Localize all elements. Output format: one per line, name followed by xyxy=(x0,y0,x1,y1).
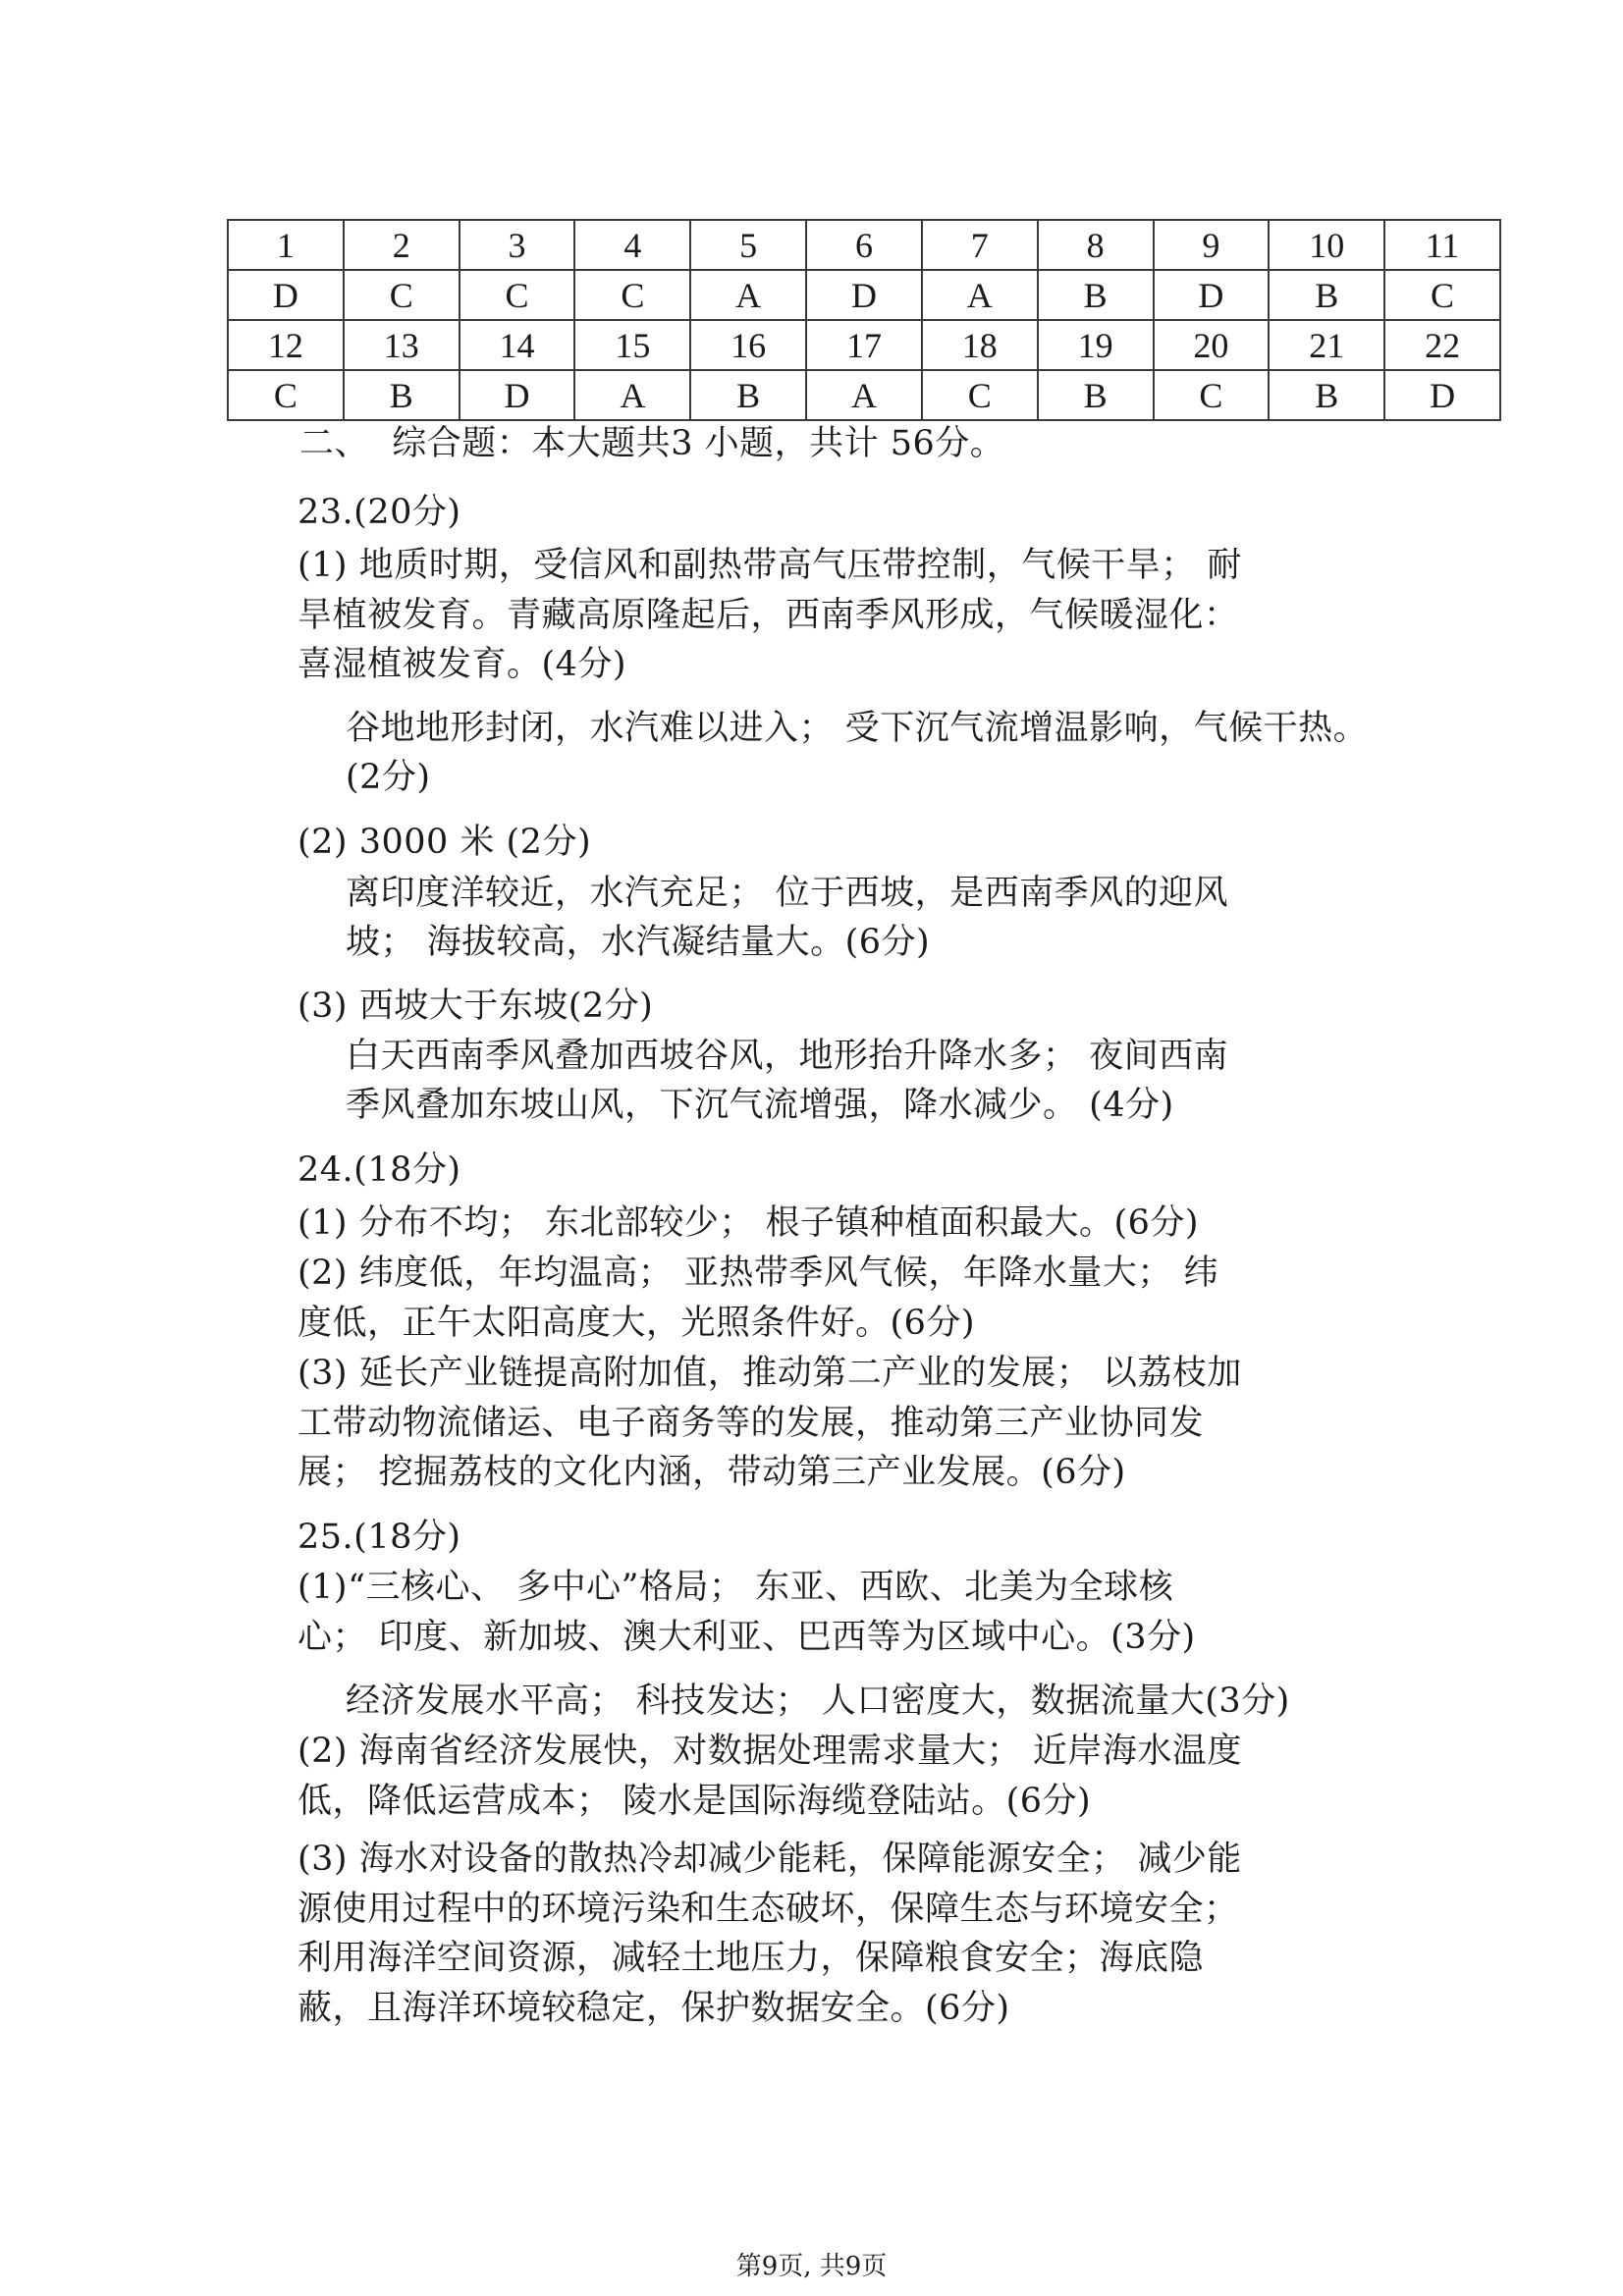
line: (1)“三核心、 多中心”格局； 东亚、西欧、北美为全球核 xyxy=(298,1568,1174,1607)
table-cell: 1 xyxy=(228,220,344,270)
line: (2) 3000 米 (2分) xyxy=(298,823,592,862)
table-cell: 14 xyxy=(460,320,575,370)
table-cell: 15 xyxy=(574,320,690,370)
line: 工带动物流储运、电子商务等的发展，推动第三产业协同发 xyxy=(298,1404,1205,1443)
line: 低，降低运营成本； 陵水是国际海缆登陆站。(6分) xyxy=(298,1782,1092,1821)
line: 利用海洋空间资源，减轻土地压力，保障粮食安全；海底隐 xyxy=(298,1939,1205,1978)
line: (3) 延长产业链提高附加值，推动第二产业的发展； 以荔枝加 xyxy=(298,1354,1242,1393)
table-cell: 2 xyxy=(344,220,460,270)
table-cell: 22 xyxy=(1384,320,1500,370)
line: 季风叠加东坡山风，下沉气流增强，降水减少。 (4分) xyxy=(346,1086,1174,1125)
table-cell: 6 xyxy=(806,220,922,270)
table-row xyxy=(228,270,1500,320)
line: 旱植被发育。青藏高原隆起后，西南季风形成，气候暖湿化： xyxy=(298,596,1239,635)
table-row xyxy=(228,320,1500,370)
table-cell: B xyxy=(1269,270,1384,320)
table-cell: D xyxy=(460,370,575,420)
table-cell: D xyxy=(806,270,922,320)
table-cell: 9 xyxy=(1154,220,1270,270)
table-cell: B xyxy=(1038,270,1154,320)
table-cell: D xyxy=(228,270,344,320)
table-cell: A xyxy=(922,270,1038,320)
line: 离印度洋较近，水汽充足； 位于西坡，是西南季风的迎风 xyxy=(346,874,1229,913)
line: 喜湿植被发育。(4分) xyxy=(298,645,627,684)
table-cell: 16 xyxy=(690,320,806,370)
line: (2) 海南省经济发展快，对数据处理需求量大； 近岸海水温度 xyxy=(298,1732,1242,1771)
table-cell: C xyxy=(228,370,344,420)
table-cell: A xyxy=(690,270,806,320)
line: 谷地地形封闭，水汽难以进入； 受下沉气流增温影响，气候干热。 xyxy=(346,709,1369,748)
line: (1) 地质时期，受信风和副热带高气压带控制，气候干旱； 耐 xyxy=(298,546,1242,585)
line: (3) 海水对设备的散热冷却减少能耗，保障能源安全； 减少能 xyxy=(298,1840,1242,1879)
table-cell: B xyxy=(1269,370,1384,420)
table-cell: 8 xyxy=(1038,220,1154,270)
line: 25.(18分) xyxy=(298,1518,461,1557)
table-cell: D xyxy=(1384,370,1500,420)
table-cell: 7 xyxy=(922,220,1038,270)
line: 白天西南季风叠加西坡谷风，地形抬升降水多； 夜间西南 xyxy=(346,1037,1229,1076)
table-cell: C xyxy=(460,270,575,320)
line: (3) 西坡大于东坡(2分) xyxy=(298,987,654,1026)
table-cell: 19 xyxy=(1038,320,1154,370)
line: 展； 挖掘荔枝的文化内涵，带动第三产业发展。(6分) xyxy=(298,1453,1126,1492)
line: (2) 纬度低，年均温高； 亚热带季风气候，年降水量大； 纬 xyxy=(298,1254,1218,1293)
line: 24.(18分) xyxy=(298,1150,461,1190)
line: 坡； 海拔较高，水汽凝结量大。(6分) xyxy=(346,923,931,962)
table-cell: B xyxy=(344,370,460,420)
table-cell: C xyxy=(1154,370,1270,420)
line: 蔽，且海洋环境较稳定，保护数据安全。(6分) xyxy=(298,1989,1010,2028)
line: (1) 分布不均； 东北部较少； 根子镇种植面积最大。(6分) xyxy=(298,1203,1200,1243)
table-cell: C xyxy=(1384,270,1500,320)
table-cell: 21 xyxy=(1269,320,1384,370)
table-cell: 18 xyxy=(922,320,1038,370)
table-cell: 17 xyxy=(806,320,922,370)
line: 经济发展水平高； 科技发达； 人口密度大，数据流量大(3分) xyxy=(346,1682,1290,1721)
table-row xyxy=(228,220,1500,270)
line: 心； 印度、新加坡、澳大利亚、巴西等为区域中心。(3分) xyxy=(298,1618,1196,1657)
line: 度低，正午太阳高度大，光照条件好。(6分) xyxy=(298,1304,976,1343)
table-cell: 13 xyxy=(344,320,460,370)
table-row xyxy=(228,370,1500,420)
table-cell: A xyxy=(574,370,690,420)
table-cell: B xyxy=(1038,370,1154,420)
table-cell: C xyxy=(344,270,460,320)
table-cell: 12 xyxy=(228,320,344,370)
table-cell: B xyxy=(690,370,806,420)
line: 源使用过程中的环境污染和生态破坏，保障生态与环境安全； xyxy=(298,1890,1239,1929)
table-cell: C xyxy=(574,270,690,320)
table-cell: D xyxy=(1154,270,1270,320)
page-footer: 第9页, 共9页 xyxy=(735,2252,888,2281)
table-cell: 20 xyxy=(1154,320,1270,370)
table-cell: A xyxy=(806,370,922,420)
table-cell: C xyxy=(922,370,1038,420)
table-cell: 4 xyxy=(574,220,690,270)
answer-table xyxy=(227,219,1501,421)
table-cell: 5 xyxy=(690,220,806,270)
table-cell: 3 xyxy=(460,220,575,270)
line: 二、 综合题：本大题共3 小题，共计 56分。 xyxy=(299,424,1005,463)
line: (2分) xyxy=(346,758,431,797)
table-cell: 10 xyxy=(1269,220,1384,270)
table-cell: 11 xyxy=(1384,220,1500,270)
line: 23.(20分) xyxy=(298,493,461,532)
